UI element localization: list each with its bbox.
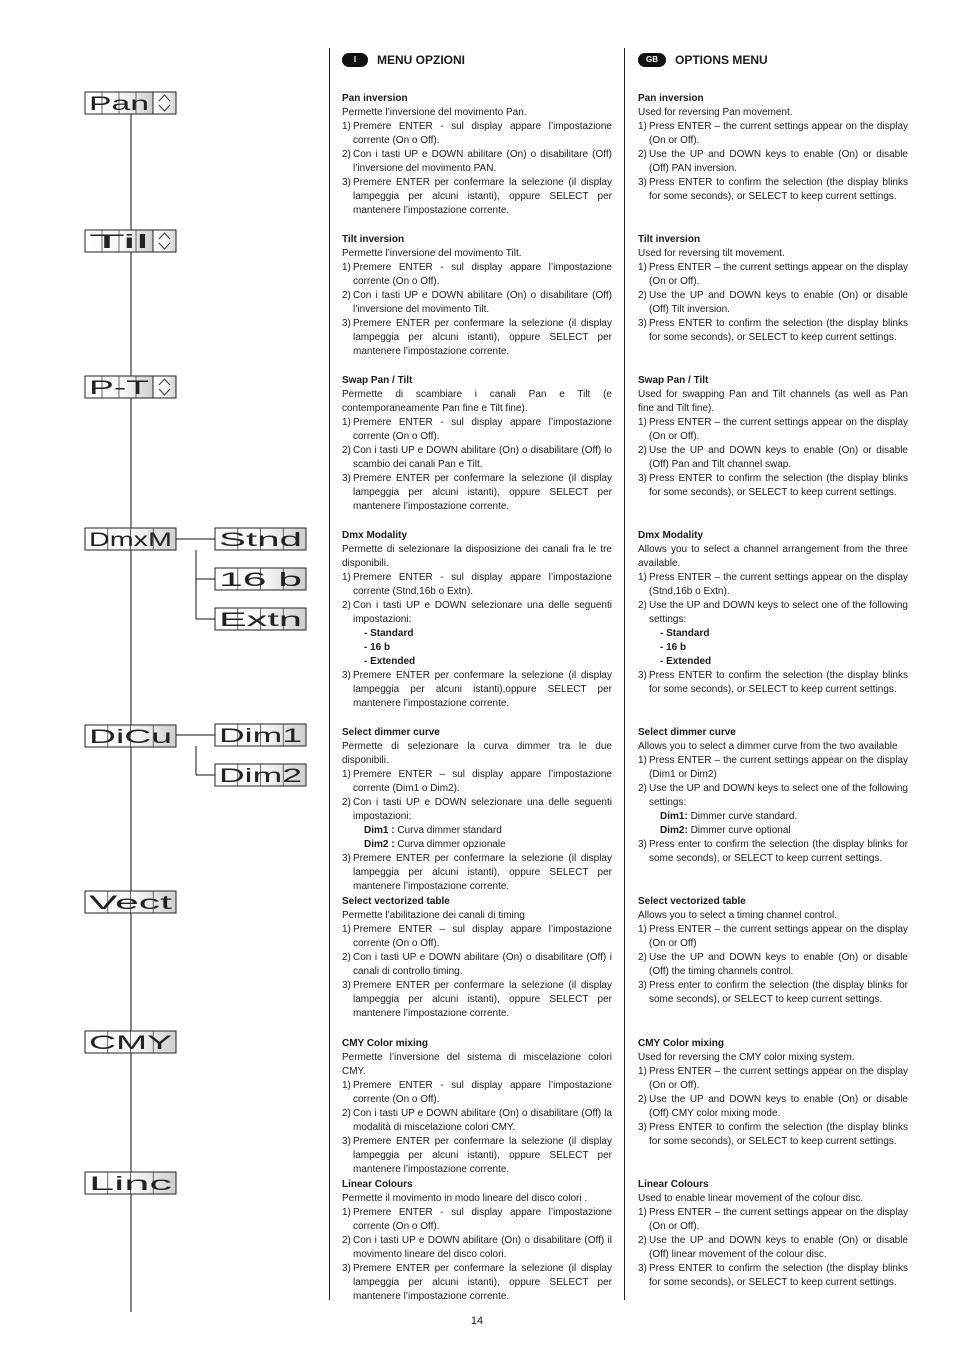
step-text: Premere ENTER - sul display appare l’impostazione corrente (On o Off). — [353, 1207, 612, 1232]
up-down-arrow-icon — [153, 376, 176, 398]
step-list — [342, 1206, 612, 1304]
column-divider-right — [624, 48, 625, 1300]
step-number: 2) — [342, 952, 351, 963]
menu-section — [342, 895, 612, 1021]
step-text: Use the UP and DOWN keys to enable (On) or disable (Off) the timing channels control. — [649, 952, 908, 977]
sub-display-box-label: Dim1 — [219, 726, 302, 747]
menu-section — [638, 529, 908, 697]
step-text: Press ENTER to confirm the selection (the display blinks for some seconds), or SELECT to keep current settings. — [649, 1122, 908, 1147]
step-number: 2) — [342, 797, 351, 808]
step-list — [638, 923, 908, 1007]
step-number: 3) — [638, 318, 647, 329]
step-text: Con i tasti UP e DOWN abilitare (On) o disabilitare (Off) i canali di controllo timing. — [353, 952, 612, 977]
step-text: Premere ENTER per confermare la selezione (il display lampeggia per alcuni istanti), oppure SELECT per mantenere l’impostazione corrente. — [353, 980, 612, 1019]
sub-display-box-label: 16 b — [219, 570, 302, 591]
step-text: Premere ENTER per confermare la selezione (il display lampeggia per alcuni istanti), oppure SELECT per mantenere l’impostazione corrente. — [353, 473, 612, 512]
step-item — [342, 1206, 612, 1234]
step-number: 2) — [638, 149, 647, 160]
step-item — [638, 1206, 908, 1234]
step-text: Premere ENTER - sul display appare l’impostazione corrente (Stnd,16b o Extn). — [353, 572, 612, 597]
section-title: Linear Colours — [342, 1179, 413, 1190]
step-item — [638, 1093, 908, 1121]
step-list — [638, 120, 908, 204]
step-text: Con i tasti UP e DOWN abilitare (On) o disabilitare (Off) lo scambio dei canali Pan e Tilt. — [353, 445, 612, 470]
step-item — [342, 120, 612, 148]
display-box-label: CMY — [89, 1033, 173, 1054]
step-number: 1) — [342, 1207, 351, 1218]
step-option — [353, 838, 612, 852]
step-item — [342, 768, 612, 796]
step-item — [638, 979, 908, 1007]
display-box-label: P-T — [89, 378, 150, 399]
step-item — [342, 176, 612, 218]
menu-section — [638, 1037, 908, 1149]
step-list — [638, 1065, 908, 1149]
step-text: Use the UP and DOWN keys to select one of the following settings: — [649, 600, 908, 625]
section-intro: Used for reversing tilt movement. — [638, 248, 785, 259]
section-title: Select dimmer curve — [638, 727, 736, 738]
section-title: CMY Color mixing — [638, 1038, 724, 1049]
step-text: Use the UP and DOWN keys to enable (On) or disable (Off) Tilt inversion. — [649, 290, 908, 315]
menu-section — [638, 1178, 908, 1290]
sub-display-box — [215, 724, 306, 747]
display-box — [85, 725, 176, 748]
menu-section — [638, 726, 908, 866]
display-box-label: DmxM — [89, 530, 172, 551]
section-title: Pan inversion — [638, 93, 704, 104]
step-option — [649, 810, 908, 824]
step-number: 1) — [638, 1207, 647, 1218]
step-number: 3) — [342, 670, 351, 681]
step-item — [638, 444, 908, 472]
step-text: Premere ENTER - sul display appare l’impostazione corrente (On o Off). — [353, 1080, 612, 1105]
step-item — [638, 148, 908, 176]
sub-display-box — [215, 608, 306, 631]
step-item — [342, 1262, 612, 1304]
step-number: 1) — [638, 417, 647, 428]
step-number: 1) — [342, 769, 351, 780]
section-title: Dmx Modality — [342, 530, 408, 541]
step-text: Press ENTER – the current settings appear on the display (Dim1 or Dim2) — [649, 755, 908, 780]
step-item — [638, 1262, 908, 1290]
step-text: Con i tasti UP e DOWN selezionare una delle seguenti impostazioni: — [353, 797, 612, 822]
step-number: 3) — [638, 1122, 647, 1133]
step-list — [342, 120, 612, 218]
section-intro: Used for reversing the CMY color mixing system. — [638, 1052, 855, 1063]
step-item — [342, 289, 612, 317]
menu-section — [342, 374, 612, 514]
menu-section — [638, 374, 908, 500]
step-number: 1) — [342, 924, 351, 935]
step-text: Use the UP and DOWN keys to enable (On) or disable (Off) Pan and Tilt channel swap. — [649, 445, 908, 470]
step-item — [342, 1079, 612, 1107]
option-value: Dimmer curve standard. — [687, 811, 798, 822]
step-text: Press ENTER – the current settings appear on the display (On or Off). — [649, 1066, 908, 1091]
step-text: Press ENTER – the current settings appear on the display (On or Off). — [649, 121, 908, 146]
step-number: 3) — [342, 853, 351, 864]
menu-section — [342, 726, 612, 894]
step-number: 2) — [342, 600, 351, 611]
step-text: Press ENTER – the current settings appear on the display (On or Off). — [649, 262, 908, 287]
step-text: Press ENTER to confirm the selection (the display blinks for some seconds), or SELECT to keep current settings. — [649, 318, 908, 343]
step-option: - Standard — [364, 628, 414, 639]
step-text: Premere ENTER - sul display appare l’impostazione corrente (On o Off). — [353, 262, 612, 287]
step-item — [638, 472, 908, 500]
section-title: Swap Pan / Tilt — [638, 375, 709, 386]
sub-display-box-label: Stnd — [219, 530, 302, 551]
step-number: 3) — [342, 177, 351, 188]
step-option: - Extended — [364, 656, 416, 667]
option-value: Curva dimmer standard — [394, 825, 502, 836]
italian-column — [342, 52, 612, 1302]
english-heading: OPTIONS MENU — [675, 53, 768, 67]
step-option: - Standard — [660, 628, 710, 639]
section-title: Linear Colours — [638, 1179, 709, 1190]
option-key: Dim1: — [660, 811, 688, 822]
step-item — [638, 289, 908, 317]
step-number: 1) — [638, 1066, 647, 1077]
step-text: Press ENTER – the current settings appear on the display (On or Off). — [649, 417, 908, 442]
menu-section — [638, 233, 908, 345]
step-number: 1) — [342, 262, 351, 273]
display-box-label: Linc — [89, 1174, 172, 1195]
step-list — [638, 1206, 908, 1290]
step-item — [638, 571, 908, 599]
step-number: 2) — [342, 149, 351, 160]
display-box-label: Vect — [89, 893, 174, 914]
step-text: Use the UP and DOWN keys to select one of the following settings: — [649, 783, 908, 808]
language-badge-gb: GB — [638, 53, 666, 67]
step-option: - 16 b — [364, 642, 391, 653]
step-number: 2) — [638, 290, 647, 301]
step-number: 3) — [342, 980, 351, 991]
step-number: 2) — [342, 1235, 351, 1246]
step-item — [342, 416, 612, 444]
step-number: 2) — [638, 600, 647, 611]
step-text: Premere ENTER per confermare la selezione (il display lampeggia per alcuni istanti), oppure SELECT per mantenere l’impostazione corrente. — [353, 1263, 612, 1302]
step-number: 1) — [342, 1080, 351, 1091]
italian-heading: MENU OPZIONI — [377, 53, 466, 67]
menu-section — [638, 895, 908, 1007]
step-item — [638, 782, 908, 838]
step-text: Press enter to confirm the selection (the display blinks for some seconds), or SELECT to keep current settings. — [649, 980, 908, 1005]
step-number: 3) — [342, 473, 351, 484]
step-item — [638, 1234, 908, 1262]
italian-header — [342, 52, 612, 68]
display-box-label: Pan — [89, 94, 149, 115]
section-intro: Permette di selezionare la curva dimmer tra le due disponibili. — [342, 741, 612, 766]
sub-display-box-label: Dim2 — [219, 766, 302, 787]
step-item — [342, 923, 612, 951]
step-list — [342, 923, 612, 1021]
step-item — [638, 317, 908, 345]
step-option — [353, 824, 612, 838]
step-number: 3) — [638, 473, 647, 484]
step-text: Use the UP and DOWN keys to enable (On) or disable (Off) PAN inversion. — [649, 149, 908, 174]
display-box — [85, 376, 153, 399]
step-list — [638, 754, 908, 866]
step-list — [638, 416, 908, 500]
section-title: Pan inversion — [342, 93, 408, 104]
step-text: Premere ENTER per confermare la selezione (il display lampeggia per alcuni istanti), oppure SELECT per mantenere l’impostazione corrente. — [353, 853, 612, 892]
step-list — [342, 261, 612, 359]
step-number: 2) — [342, 445, 351, 456]
sub-display-box — [215, 764, 306, 787]
step-number: 2) — [638, 1235, 647, 1246]
step-option: - 16 b — [660, 642, 687, 653]
menu-section — [342, 1037, 612, 1177]
step-number: 3) — [638, 839, 647, 850]
section-title: Select dimmer curve — [342, 727, 440, 738]
step-number: 2) — [638, 445, 647, 456]
display-box — [85, 1031, 176, 1054]
step-text: Premere ENTER - sul display appare l’impostazione corrente (On o Off). — [353, 121, 612, 146]
menu-section — [342, 1178, 612, 1304]
step-item — [638, 261, 908, 289]
menu-section — [638, 92, 908, 204]
sub-display-box — [215, 528, 306, 551]
step-number: 3) — [342, 1136, 351, 1147]
section-intro: Permette l’abilitazione dei canali di timing — [342, 910, 525, 921]
step-text: Press ENTER – the current settings appear on the display (On or Off). — [649, 1207, 908, 1232]
section-title: Swap Pan / Tilt — [342, 375, 413, 386]
step-text: Press ENTER – the current settings appear on the display (Stnd,16b o Extn). — [649, 572, 908, 597]
option-key: Dim1 : — [364, 825, 395, 836]
section-intro: Allows you to select a channel arrangement from the three available. — [638, 544, 908, 569]
step-item — [342, 261, 612, 289]
step-text: Press ENTER to confirm the selection (the display blinks for some seconds), or SELECT to keep current settings. — [649, 1263, 908, 1288]
option-key: Dim2 : — [364, 839, 395, 850]
step-option: - Extended — [660, 656, 712, 667]
step-number: 1) — [342, 417, 351, 428]
section-title: Select vectorized table — [342, 896, 450, 907]
step-item — [342, 669, 612, 711]
step-number: 3) — [342, 318, 351, 329]
step-number: 2) — [638, 1094, 647, 1105]
menu-flow-diagram — [0, 0, 320, 1350]
step-text: Premere ENTER per confermare la selezione (il display lampeggia per alcuni istanti), oppure SELECT per mantenere l’impostazione corrente. — [353, 177, 612, 216]
step-text: Press ENTER to confirm the selection (the display blinks for some seconds), or SELECT to keep current settings. — [649, 177, 908, 202]
menu-section — [342, 233, 612, 359]
step-item — [342, 1234, 612, 1262]
step-list — [342, 416, 612, 514]
menu-section — [342, 529, 612, 711]
option-key: Dim2: — [660, 825, 688, 836]
english-column — [638, 52, 908, 1288]
page-number: 14 — [470, 1315, 484, 1327]
step-text: Premere ENTER per confermare la selezione (il display lampeggia per alcuni istanti),oppure SELECT per mantenere l’impostazione corrente. — [353, 670, 612, 709]
step-number: 3) — [638, 980, 647, 991]
section-intro: Used for reversing Pan movement. — [638, 107, 793, 118]
step-item — [342, 979, 612, 1021]
step-number: 1) — [638, 755, 647, 766]
step-item — [638, 599, 908, 669]
step-list — [342, 768, 612, 894]
sub-display-box-label: Extn — [219, 610, 302, 631]
section-title: Tilt inversion — [638, 234, 701, 245]
step-item — [638, 951, 908, 979]
step-text: Premere ENTER per confermare la selezione (il display lampeggia per alcuni istanti), oppure SELECT per mantenere l’impostazione corrente. — [353, 1136, 612, 1175]
sub-display-box — [215, 568, 306, 591]
step-text: Use the UP and DOWN keys to enable (On) or disable (Off) linear movement of the colour disc. — [649, 1235, 908, 1260]
display-box — [85, 1172, 176, 1195]
step-text: Press ENTER to confirm the selection (the display blinks for some seconds), or SELECT to keep current settings. — [649, 670, 908, 695]
step-text: Premere ENTER – sul display appare l’impostazione corrente (On o Off). — [353, 924, 612, 949]
display-box-label: Til — [89, 232, 149, 253]
step-item — [342, 444, 612, 472]
step-item — [638, 176, 908, 204]
step-option — [649, 824, 908, 838]
step-item — [638, 923, 908, 951]
step-number: 3) — [342, 1263, 351, 1274]
step-number: 3) — [638, 1263, 647, 1274]
section-intro: Permette il movimento in modo lineare del disco colori . — [342, 1193, 588, 1204]
section-title: Dmx Modality — [638, 530, 704, 541]
step-item — [638, 1065, 908, 1093]
option-value: Curva dimmer opzionale — [394, 839, 506, 850]
menu-section — [342, 92, 612, 218]
step-text: Premere ENTER – sul display appare l’impostazione corrente (Dim1 o Dim2). — [353, 769, 612, 794]
section-intro: Permette di scambiare i canali Pan e Tilt (e contemporaneamente Pan fine e Tilt fine). — [342, 389, 612, 414]
step-item — [342, 951, 612, 979]
step-item — [342, 1107, 612, 1135]
step-number: 3) — [638, 177, 647, 188]
step-item — [638, 669, 908, 697]
section-intro: Permette l’inversione del movimento Tilt. — [342, 248, 522, 259]
step-item — [638, 416, 908, 444]
step-item — [342, 852, 612, 894]
step-item — [638, 838, 908, 866]
display-box — [85, 230, 153, 253]
step-number: 2) — [342, 290, 351, 301]
section-title: Select vectorized table — [638, 896, 746, 907]
step-list — [342, 1079, 612, 1177]
step-item — [342, 599, 612, 669]
step-text: Press ENTER – the current settings appear on the display (On or Off) — [649, 924, 908, 949]
section-intro: Permette l’inversione del movimento Pan. — [342, 107, 527, 118]
step-number: 1) — [638, 121, 647, 132]
step-number: 2) — [638, 952, 647, 963]
display-box — [85, 528, 176, 551]
step-item — [342, 796, 612, 852]
step-number: 1) — [638, 924, 647, 935]
step-item — [342, 317, 612, 359]
step-item — [342, 472, 612, 514]
step-number: 1) — [342, 572, 351, 583]
display-box — [85, 891, 176, 914]
step-item — [638, 1121, 908, 1149]
step-item — [638, 120, 908, 148]
step-list — [342, 571, 612, 711]
step-item — [342, 571, 612, 599]
step-text: Use the UP and DOWN keys to enable (On) or disable (Off) CMY color mixing mode. — [649, 1094, 908, 1119]
step-text: Press ENTER to confirm the selection (the display blinks for some seconds), or SELECT to keep current settings. — [649, 473, 908, 498]
step-number: 3) — [638, 670, 647, 681]
step-text: Con i tasti UP e DOWN selezionare una delle seguenti impostazioni: — [353, 600, 612, 625]
step-number: 2) — [638, 783, 647, 794]
step-text: Premere ENTER - sul display appare l’impostazione corrente (On o Off). — [353, 417, 612, 442]
display-box-label: DiCu — [89, 727, 172, 748]
section-intro: Allows you to select a timing channel control. — [638, 910, 837, 921]
step-list — [638, 571, 908, 697]
language-badge-it: I — [342, 53, 368, 67]
step-text: Con i tasti UP e DOWN abilitare (On) o disabilitare (Off) l’inversione del movimento Tilt. — [353, 290, 612, 315]
up-down-arrow-icon — [153, 230, 176, 252]
step-text: Con i tasti UP e DOWN abilitare (On) o disabilitare (Off) il movimento lineare del disco colori. — [353, 1235, 612, 1260]
section-title: Tilt inversion — [342, 234, 405, 245]
section-intro: Used to enable linear movement of the colour disc. — [638, 1193, 864, 1204]
step-item — [638, 754, 908, 782]
step-number: 1) — [342, 121, 351, 132]
step-text: Con i tasti UP e DOWN abilitare (On) o disabilitare (Off) la modalità di miscelazione colori CMY. — [353, 1108, 612, 1133]
step-number: 1) — [638, 262, 647, 273]
english-header — [638, 52, 908, 68]
section-title: CMY Color mixing — [342, 1038, 428, 1049]
step-number: 2) — [342, 1108, 351, 1119]
section-intro: Used for swapping Pan and Tilt channels (as well as Pan fine and Tilt fine). — [638, 389, 908, 414]
step-text: Premere ENTER per confermare la selezione (il display lampeggia per alcuni istanti), oppure SELECT per mantenere l’impostazione corrente. — [353, 318, 612, 357]
up-down-arrow-icon — [153, 92, 176, 114]
step-item — [342, 1135, 612, 1177]
step-list — [638, 261, 908, 345]
option-value: Dimmer curve optional — [687, 825, 791, 836]
section-intro: Permette l’inversione del sistema di miscelazione colori CMY. — [342, 1052, 612, 1077]
column-divider-left — [329, 48, 330, 1300]
section-intro: Permette di selezionare la disposizione dei canali fra le tre disponibili. — [342, 544, 612, 569]
display-box — [85, 92, 153, 115]
step-item — [342, 148, 612, 176]
step-number: 1) — [638, 572, 647, 583]
step-text: Press enter to confirm the selection (the display blinks for some seconds), or SELECT to keep current settings. — [649, 839, 908, 864]
step-text: Con i tasti UP e DOWN abilitare (On) o disabilitare (Off) l’inversione del movimento PAN. — [353, 149, 612, 174]
section-intro: Allows you to select a dimmer curve from the two available — [638, 741, 898, 752]
